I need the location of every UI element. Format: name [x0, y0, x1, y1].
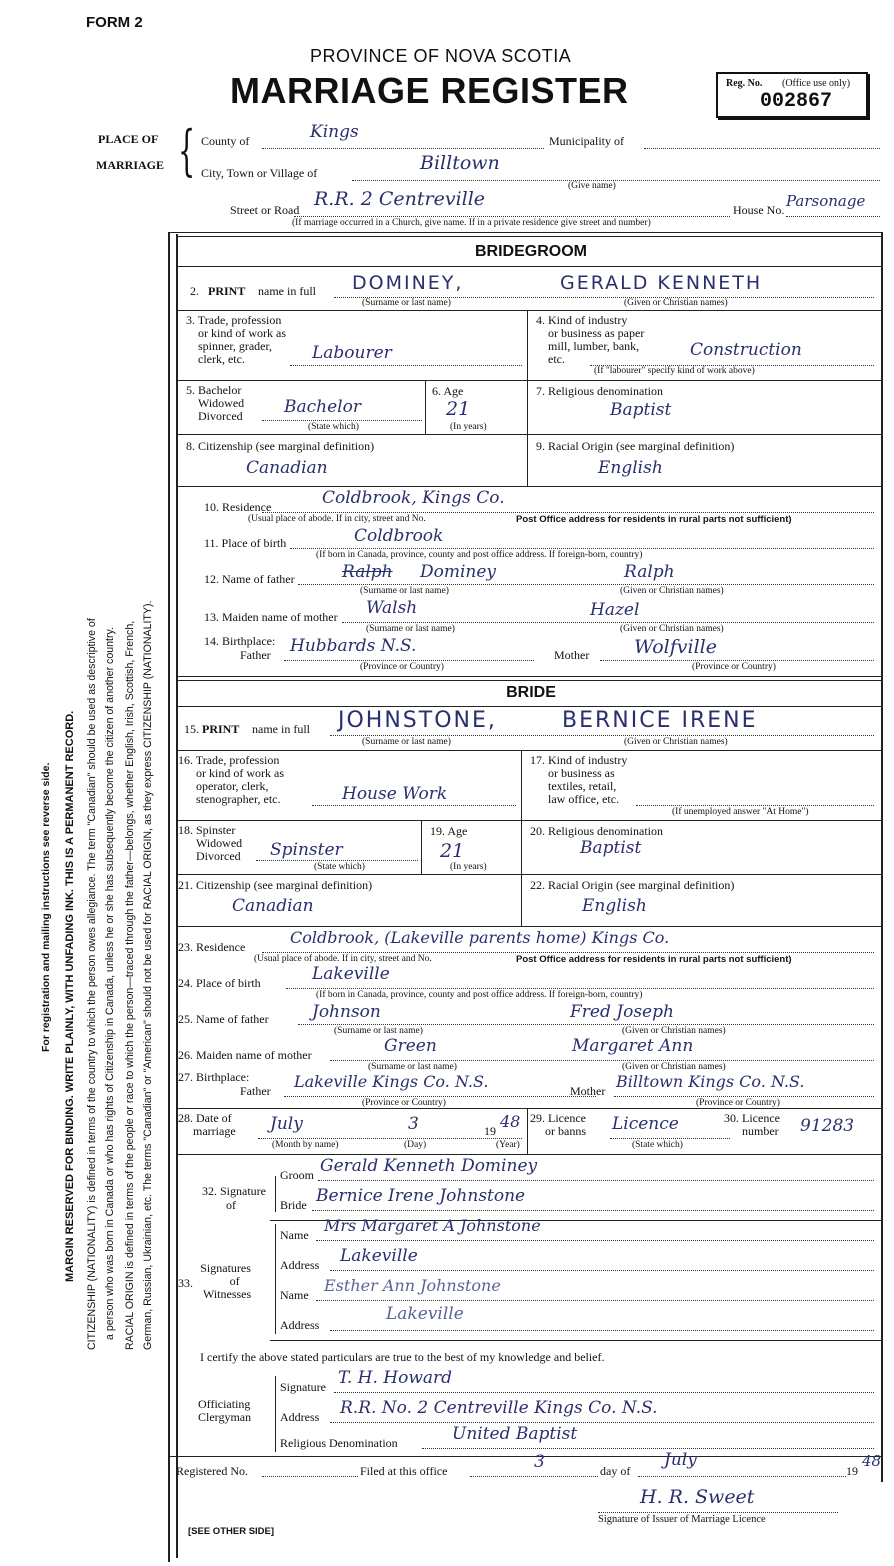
- reg-no-box: [716, 72, 868, 118]
- bridegroom-heading: BRIDEGROOM: [475, 243, 587, 260]
- marriage-day: 3: [408, 1114, 419, 1134]
- bride-res-caption-2: Post Office address for residents in rural parts not sufficient): [516, 954, 792, 965]
- witness-1-name: Mrs Margaret A Johnstone: [324, 1216, 541, 1235]
- bride-mother-given-caption: (Given or Christian names): [622, 1062, 726, 1072]
- place-label-b: MARRIAGE: [96, 158, 164, 172]
- mother-prov-caption: (Province or Country): [692, 662, 776, 672]
- groom-father-birthplace: Hubbards N.S.: [290, 636, 417, 656]
- issuer-signature: H. R. Sweet: [640, 1486, 755, 1508]
- groom-birthplace: Coldbrook: [354, 526, 444, 546]
- groom-father-given: Ralph: [624, 562, 675, 582]
- day-of-label: day of: [600, 1464, 631, 1478]
- field-10-label: 10. Residence: [204, 500, 272, 514]
- place-brace: {: [178, 119, 196, 182]
- field-23-label: 23. Residence: [178, 940, 246, 954]
- groom-mother-given: Hazel: [590, 600, 640, 620]
- city-value: Billtown: [420, 152, 500, 174]
- margin-instruction-2: MARGIN RESERVED FOR BINDING. WRITE PLAINLY, WITH UNFADING INK. THIS IS A PERMANENT RECORD.: [64, 710, 76, 1282]
- year-caption: (Year): [496, 1140, 520, 1150]
- bride-age: 21: [440, 840, 465, 862]
- bride-mother-surname: Green: [384, 1036, 437, 1056]
- bride-father-surname: Johnson: [312, 1002, 381, 1022]
- bride-father-birthplace: Lakeville Kings Co. N.S.: [294, 1072, 489, 1091]
- father-prov-caption: (Province or Country): [360, 662, 444, 672]
- bride-res-caption-1: (Usual place of abode. If in city, street and No.: [254, 954, 432, 964]
- margin-instruction-1: For registration and mailing instructions see reverse side.: [40, 762, 52, 1052]
- clergy-religion: United Baptist: [452, 1424, 578, 1444]
- bride-citizenship: Canadian: [232, 896, 314, 916]
- place-note: (If marriage occurred in a Church, give name. If in a private residence give street and number): [292, 218, 651, 228]
- surname-caption: (Surname or last name): [362, 298, 451, 308]
- office-use-label: (Office use only): [782, 78, 851, 89]
- bride-mother-surname-caption: (Surname or last name): [368, 1062, 457, 1072]
- field-27-mother: Mother: [570, 1084, 606, 1098]
- groom-racial-origin: English: [598, 458, 663, 478]
- licence-state-caption: (State which): [632, 1140, 683, 1150]
- reg-no-label: Reg. No.: [726, 78, 763, 89]
- street-value: R.R. 2 Centreville: [314, 188, 486, 210]
- place-label-a: PLACE OF: [98, 132, 159, 146]
- month-caption: (Month by name): [272, 1140, 339, 1150]
- groom-given-names: GERALD KENNETH: [560, 272, 763, 294]
- margin-definition-2: a person who was born in Canada or who has rights of Citizenship in Canada, unless he or she has subsequently become the citizen of another country.: [104, 627, 116, 1340]
- field-15-print: PRINT: [202, 722, 240, 736]
- bride-mother-birthplace: Billtown Kings Co. N.S.: [616, 1072, 805, 1091]
- groom-sig-label: Groom: [280, 1168, 314, 1182]
- give-name-caption: (Give name): [568, 181, 616, 191]
- field-33-num: 33.: [178, 1276, 193, 1290]
- bride-birth-caption: (If born in Canada, province, county and post office address. If foreign-born, country): [316, 990, 643, 1000]
- at-home-note: (If unemployed answer "At Home"): [672, 807, 809, 817]
- residence-caption-2: Post Office address for residents in rural parts not sufficient): [516, 514, 792, 525]
- filed-day: 3: [534, 1452, 545, 1472]
- bride-given-caption: (Given or Christian names): [624, 737, 728, 747]
- in-years-caption: (In years): [450, 422, 487, 432]
- w1-name-label: Name: [280, 1228, 309, 1242]
- day-caption: (Day): [404, 1140, 427, 1150]
- field-5-label: 5. Bachelor Widowed Divorced: [186, 383, 245, 423]
- field-16-label: 16. Trade, profession or kind of work as operator, clerk, stenographer, etc.: [178, 753, 284, 806]
- bride-father-surname-caption: (Surname or last name): [334, 1026, 423, 1036]
- licence-type: Licence: [612, 1114, 679, 1134]
- witness-1-address: Lakeville: [340, 1246, 418, 1266]
- groom-mother-birthplace: Wolfville: [634, 636, 717, 658]
- given-caption: (Given or Christian names): [624, 298, 728, 308]
- bride-sig-label: Bride: [280, 1198, 307, 1212]
- field-14-label: 14. Birthplace:: [204, 634, 276, 648]
- field-29-label: 29. Licence or banns: [530, 1111, 586, 1138]
- bride-given-names: BERNICE IRENE: [562, 708, 758, 733]
- groom-residence: Coldbrook, Kings Co.: [322, 488, 505, 508]
- officiating-label: Officiating Clergyman: [198, 1397, 252, 1424]
- bride-father-given-caption: (Given or Christian names): [622, 1026, 726, 1036]
- field-25-label: 25. Name of father: [178, 1012, 269, 1026]
- see-other-side: [SEE OTHER SIDE]: [188, 1526, 275, 1537]
- margin-definition-1: CITIZENSHIP (NATIONALITY) is defined in terms of the country to which the person owes allegiance. The term "Canadian" should be used as descriptive of: [86, 618, 98, 1350]
- field-21-label: 21. Citizenship (see marginal definition): [178, 878, 373, 892]
- field-27-father: Father: [240, 1084, 271, 1098]
- page-title: MARRIAGE REGISTER: [230, 70, 629, 111]
- bride-surname-caption: (Surname or last name): [362, 737, 451, 747]
- bride-father-given: Fred Joseph: [570, 1002, 674, 1022]
- house-value: Parsonage: [786, 192, 866, 210]
- field-7-label: 7. Religious denomination: [536, 384, 663, 398]
- field-19-label: 19. Age: [430, 824, 468, 838]
- field-6-label: 6. Age: [432, 384, 464, 398]
- residence-caption-1: (Usual place of abode. If in city, street and No.: [248, 514, 426, 524]
- field-9-label: 9. Racial Origin (see marginal definition): [536, 439, 735, 453]
- street-label: Street or Road: [230, 203, 300, 217]
- mother-surname-caption: (Surname or last name): [366, 624, 455, 634]
- field-18-label: 18. Spinster Widowed Divorced: [178, 823, 243, 863]
- groom-surname: DOMINEY,: [352, 272, 464, 294]
- bride-heading: BRIDE: [506, 684, 556, 701]
- field-20-label: 20. Religious denomination: [530, 824, 663, 838]
- w2-name-label: Name: [280, 1288, 309, 1302]
- clergy-signature: T. H. Howard: [338, 1368, 453, 1388]
- clergy-address-label: Address: [280, 1410, 320, 1424]
- groom-signature: Gerald Kenneth Dominey: [320, 1156, 538, 1176]
- witness-2-address: Lakeville: [386, 1304, 464, 1324]
- labourer-note: (If "labourer" specify kind of work above): [594, 366, 755, 376]
- clergy-address: R.R. No. 2 Centreville Kings Co. N.S.: [340, 1398, 658, 1418]
- bride-signature: Bernice Irene Johnstone: [316, 1186, 526, 1206]
- marriage-year: 48: [500, 1112, 521, 1131]
- bride-state-caption: (State which): [314, 862, 365, 872]
- margin-definition-3: RACIAL ORIGIN is defined in terms of the people or race to which the person—traced through the father—belongs, whether English, Irish, Scottish, French,: [124, 620, 136, 1350]
- bride-religion: Baptist: [580, 838, 642, 858]
- form-number: FORM 2: [86, 14, 143, 31]
- city-label: City, Town or Village of: [201, 166, 318, 180]
- bride-residence: Coldbrook, (Lakeville parents home) Kings Co.: [290, 928, 670, 947]
- field-14-father: Father: [240, 648, 271, 662]
- filed-year-prefix: 19: [846, 1464, 858, 1478]
- groom-religion: Baptist: [610, 400, 672, 420]
- bride-trade: House Work: [342, 784, 448, 804]
- groom-father-struck: Ralph: [342, 562, 393, 582]
- w2-address-label: Address: [280, 1318, 320, 1332]
- groom-father-surname: Dominey: [420, 562, 497, 582]
- field-14-mother: Mother: [554, 648, 590, 662]
- bride-racial-origin: English: [582, 896, 647, 916]
- birth-caption: (If born in Canada, province, county and post office address. If foreign-born, country): [316, 550, 643, 560]
- field-22-label: 22. Racial Origin (see marginal definition): [530, 878, 735, 892]
- municipality-label: Municipality of: [549, 134, 624, 148]
- clergy-religion-label: Religious Denomination: [280, 1436, 398, 1450]
- issuer-caption: Signature of Issuer of Marriage Licence: [598, 1514, 766, 1525]
- field-33-label: Signatures of Witnesses: [200, 1261, 252, 1301]
- bride-surname: JOHNSTONE,: [338, 708, 497, 733]
- field-27-label: 27. Birthplace:: [178, 1070, 250, 1084]
- field-28-label: 28. Date of marriage: [178, 1111, 236, 1138]
- filed-label: Filed at this office: [360, 1464, 448, 1478]
- groom-citizenship: Canadian: [246, 458, 328, 478]
- margin-definition-4: German, Russian, Ukrainian, etc. The terms "Canadian" or "American" should not be used for RACIAL ORIGIN, as they express CITIZENSHIP (NATIONALITY).: [142, 600, 154, 1350]
- reg-no-value: 002867: [760, 90, 833, 113]
- field-32-label: 32. Signature: [202, 1184, 266, 1198]
- state-which-caption: (State which): [308, 422, 359, 432]
- province-heading: PROVINCE OF NOVA SCOTIA: [310, 46, 572, 66]
- bride-mother-prov-caption: (Province or Country): [696, 1098, 780, 1108]
- field-30-label: 30. Licence number: [724, 1111, 780, 1138]
- field-4-label: 4. Kind of industry or business as paper mill, lumber, bank, etc.: [536, 313, 645, 366]
- registered-label: Registered No.: [176, 1464, 248, 1478]
- bride-father-prov-caption: (Province or Country): [362, 1098, 446, 1108]
- field-2-print: PRINT: [208, 284, 246, 298]
- filed-month: July: [664, 1450, 697, 1470]
- year-prefix: 19: [484, 1124, 496, 1138]
- field-13-label: 13. Maiden name of mother: [204, 610, 338, 624]
- field-24-label: 24. Place of birth: [178, 976, 261, 990]
- bride-marital-status: Spinster: [270, 840, 343, 860]
- house-label: House No.: [733, 203, 785, 217]
- father-surname-caption: (Surname or last name): [360, 586, 449, 596]
- groom-age: 21: [446, 398, 471, 420]
- groom-marital-status: Bachelor: [284, 397, 361, 417]
- field-8-label: 8. Citizenship (see marginal definition): [186, 439, 375, 453]
- field-2-num: 2.: [190, 284, 199, 298]
- county-label: County of: [201, 134, 250, 148]
- w1-address-label: Address: [280, 1258, 320, 1272]
- field-15-label: name in full: [252, 722, 310, 736]
- bride-years-caption: (In years): [450, 862, 487, 872]
- field-2-label: name in full: [258, 284, 316, 298]
- certify-statement: I certify the above stated particulars are true to the best of my knowledge and belief.: [200, 1350, 605, 1364]
- mother-given-caption: (Given or Christian names): [620, 624, 724, 634]
- field-15-num: 15.: [184, 722, 199, 736]
- field-11-label: 11. Place of birth: [204, 536, 287, 550]
- witness-2-name: Esther Ann Johnstone: [324, 1276, 501, 1295]
- field-12-label: 12. Name of father: [204, 572, 295, 586]
- groom-mother-surname: Walsh: [366, 598, 418, 618]
- father-given-caption: (Given or Christian names): [620, 586, 724, 596]
- groom-industry: Construction: [690, 340, 802, 360]
- filed-year: 48: [862, 1452, 882, 1470]
- field-3-label: 3. Trade, profession or kind of work as spinner, grader, clerk, etc.: [186, 313, 286, 366]
- field-17-label: 17. Kind of industry or business as textiles, retail, law office, etc.: [530, 753, 628, 806]
- groom-trade: Labourer: [312, 343, 392, 363]
- field-32-of: of: [226, 1198, 236, 1212]
- field-26-label: 26. Maiden name of mother: [178, 1048, 312, 1062]
- county-value: Kings: [310, 122, 359, 142]
- bride-mother-given: Margaret Ann: [572, 1036, 694, 1056]
- clergy-sig-label: Signature: [280, 1380, 326, 1394]
- licence-number: 91283: [800, 1116, 855, 1136]
- bride-birthplace: Lakeville: [312, 964, 390, 984]
- marriage-month: July: [270, 1114, 303, 1134]
